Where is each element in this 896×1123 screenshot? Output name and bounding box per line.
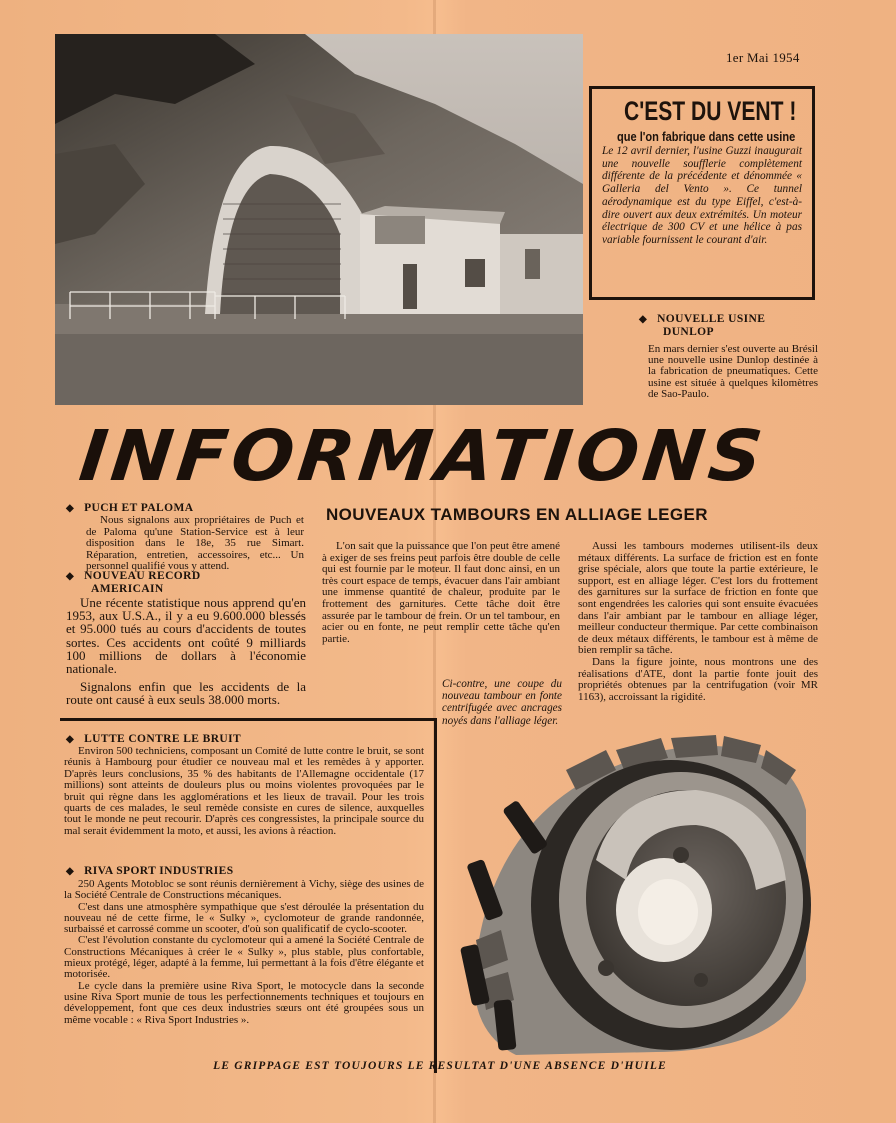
diamond-bullet-icon: ◆ xyxy=(66,503,75,514)
record-title-line1: NOUVEAU RECORD xyxy=(84,570,201,582)
brake-drum-illustration xyxy=(456,730,812,1055)
riva-paragraph-3: C'est l'évolution constante du cyclomoteur qui a amené la Société Centrale de Constructions Mécaniques à créer le « Sulky », plus stable, plus confortable, mieux protégé, léger, adapté à la femme, lui permettant à la fois d'être élégante et motorisée. xyxy=(64,934,424,981)
riva-body xyxy=(64,879,424,1026)
tambours-paragraph-2: Dans la figure jointe, nous montrons une des réalisations d'ATE, dont la partie fonte jouit des propriétés obtenues par la centrifugation (voir MR 1163), accroissant la rigidité. xyxy=(578,655,818,703)
tambours-column-2 xyxy=(578,541,818,703)
vent-body: Le 12 avril dernier, l'usine Guzzi inaugurait une nouvelle soufflerie complètement différente de la précédente et dénommée « Galleria del Vento ». Ce tunnel aérodynamique est du type Eiffel, c'est-à-dire ouvert aux deux extrémités. Un moteur électrique de 300 CV et une hélice à pas variable fournissent le courant d'air. xyxy=(602,145,802,246)
tambours-paragraph-1: Aussi les tambours modernes utilisent-ils deux métaux différents. La surface de friction est en fonte grise spéciale, alors que toute la partie extérieure, le support, est en alliage léger. C'est lors du frottement des garnitures sur la surface de friction en fonte que sont engendrées les calories qui sont ensuite évacuées dans l'air ambiant par le tambour en alliage léger, meilleur conducteur thermique. Par cette combinaison de deux métaux différents, le tambour est à même de bien remplir sa tâche. xyxy=(578,540,818,657)
footer-slogan: LE GRIPPAGE EST TOUJOURS LE RESULTAT D'UNE ABSENCE D'HUILE xyxy=(213,1060,667,1072)
record-paragraph-2: Signalons enfin que les accidents de la route ont causé à eux seuls 38.000 morts. xyxy=(66,679,306,708)
dunlop-title-line2: DUNLOP xyxy=(663,326,714,338)
riva-heading xyxy=(66,865,366,878)
vent-title: C'EST DU VENT ! xyxy=(624,96,797,126)
wind-tunnel-photo xyxy=(55,34,583,405)
diamond-bullet-icon: ◆ xyxy=(66,571,75,582)
wind-tunnel-illustration xyxy=(55,34,583,405)
drum-caption: Ci-contre, une coupe du nouveau tambour en fonte centrifugée avec ancrages noyés dans l'alliage léger. xyxy=(442,678,562,727)
masthead xyxy=(75,415,840,497)
riva-paragraph-1: 250 Agents Motobloc se sont réunis dernièrement à Vichy, siège des usines de la Société Centrale de Constructions mécaniques. xyxy=(64,878,424,902)
record-paragraph-1: Une récente statistique nous apprend qu'en 1953, aux U.S.A., il y a eu 9.600.000 blessés et 95.000 tués au cours d'accidents de toutes sortes. Ces accidents ont coûté 9 milliards 100 millions de dollars à l'économie nationale. xyxy=(66,595,306,677)
record-title-line2: AMERICAIN xyxy=(91,583,164,595)
riva-paragraph-4: Le cycle dans la première usine Riva Sport, le motocycle dans la seconde usine Riva Sport munie de tous les perfectionnements techniques et toujours en développement, font que ces deux industries sœurs ont été groupées sous un même vocable : « Riva Sport Industries ». xyxy=(64,979,424,1026)
diamond-bullet-icon: ◆ xyxy=(66,866,75,877)
dunlop-body: En mars dernier s'est ouverte au Brésil une nouvelle usine Dunlop destinée à la fabrication de pneumatiques. Cette usine est située à quelques kilomètres de Sao-Paulo. xyxy=(648,343,818,400)
vent-subtitle: que l'on fabrique dans cette usine xyxy=(617,129,796,144)
puch-title: PUCH ET PALOMA xyxy=(84,502,194,514)
bruit-body: Environ 500 techniciens, composant un Comité de lutte contre le bruit, se sont réunis à Hambourg pour étudier ce nouveau mal et les remèdes à y apporter. D'après leurs conclusions, 35 % des habitants de l'Allemagne occidentale (17 millions) sont atteints de douleurs plus ou moins violentes provoquées par le bruit qui règne dans les agglomérations et les lieux de travail. Pour les trois quarts de ces malades, le seul remède consiste en cures de silence, auxquelles tout le monde ne peut recourir. D'après ces congressistes, la principale source du mal serait évidemment la moto, et aussi, les avions à réaction. xyxy=(64,745,424,837)
riva-paragraph-2: C'est dans une atmosphère sympathique que s'est déroulée la présentation du nouveau né de cette firme, le « Sulky », cyclomoteur de grande randonnée, surbaissé et carrossé comme un scooter, d'où son qualificatif de cyclo-scooter. xyxy=(64,900,424,936)
dunlop-title-line1: NOUVELLE USINE xyxy=(657,313,766,325)
diamond-bullet-icon: ◆ xyxy=(66,734,75,745)
vent-article-box xyxy=(589,86,815,300)
riva-title: RIVA SPORT INDUSTRIES xyxy=(84,865,234,877)
masthead-text: INFORMATIONS xyxy=(75,415,771,497)
tambours-title: NOUVEAUX TAMBOURS EN ALLIAGE LEGER xyxy=(326,505,708,524)
record-heading xyxy=(66,570,366,583)
bruit-title: LUTTE CONTRE LE BRUIT xyxy=(84,733,242,745)
issue-date: 1er Mai 1954 xyxy=(726,50,800,65)
brake-drum-photo xyxy=(456,730,812,1055)
puch-body: Nous signalons aux propriétaires de Puch et de Paloma qu'une Station-Service est à leur disposition dans le 18e, 35 rue Simart. Réparation, entretien, accessoires, etc... Un personnel qualifié vous y attend. xyxy=(86,514,304,573)
tambours-column-1: L'on sait que la puissance que l'on peut être amené à exiger de ses freins peut parfois être double de celle qui est fournie par le moteur. Il faut donc ainsi, en un très court espace de temps, évacuer dans l'air ambiant une immense quantité de chaleur, produite par le frottement des garnitures. Cette tâche doit être assurée par le tambour de frein. Or un tel tambour, en acier ou en fonte, ne peut remplir cette tâche qu'en partie. xyxy=(322,540,560,645)
record-body xyxy=(66,596,306,712)
dunlop-heading xyxy=(639,313,829,338)
diamond-bullet-icon: ◆ xyxy=(639,314,648,325)
